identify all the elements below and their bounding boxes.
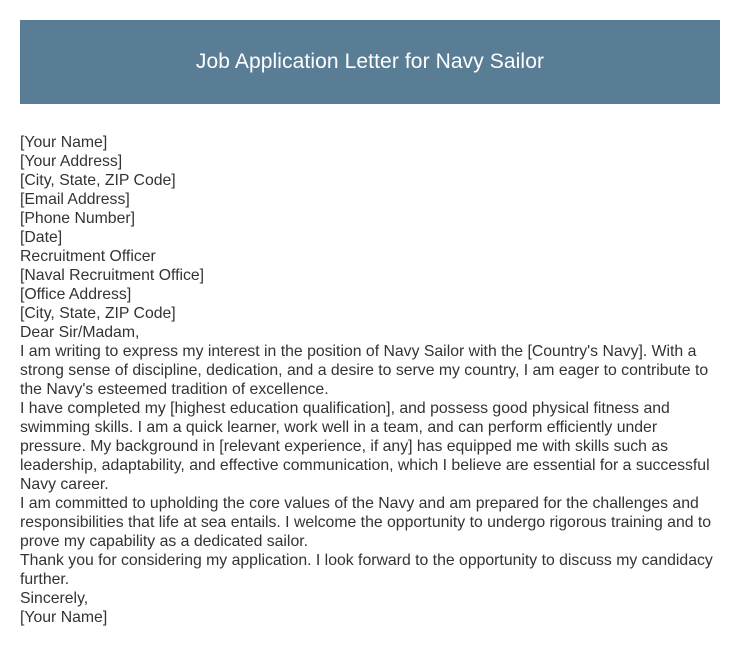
title-banner	[20, 20, 720, 104]
paragraph-interest: I am writing to express my interest in the position of Navy Sailor with the [Country's Navy]. With a strong sense of discipline, dedication, and a desire to serve my country, I am eager to contribute to the Navy's esteemed tradition of excellence.	[20, 343, 709, 398]
paragraph-qualifications: I have completed my [highest education qualification], and possess good physical fitness and swimming skills. I am a quick learner, work well in a team, and can perform efficiently under pressure. My background in [relevant experience, if any] has equipped me with skills such as leadership, adaptability, and effective communication, which I believe are essential for a successful Navy career.	[20, 400, 710, 493]
recipient-title: Recruitment Officer	[20, 248, 156, 265]
paragraph-thanks: Thank you for considering my application. I look forward to the opportunity to discuss my candidacy further.	[20, 552, 713, 588]
letter-body	[20, 133, 724, 627]
page-title: Job Application Letter for Navy Sailor	[195, 50, 545, 73]
signature: [Your Name]	[20, 609, 108, 626]
letter-date: [Date]	[20, 229, 63, 246]
closing: Sincerely,	[20, 590, 89, 607]
sender-name: [Your Name]	[20, 134, 108, 151]
sender-city-state-zip: [City, State, ZIP Code]	[20, 172, 176, 189]
recipient-office: [Naval Recruitment Office]	[20, 267, 205, 284]
sender-address: [Your Address]	[20, 153, 123, 170]
paragraph-commitment: I am committed to upholding the core values of the Navy and am prepared for the challenges and responsibilities that life at sea entails. I welcome the opportunity to undergo rigorous training and to prove my capability as a dedicated sailor.	[20, 495, 712, 550]
salutation: Dear Sir/Madam,	[20, 324, 140, 341]
sender-phone: [Phone Number]	[20, 210, 136, 227]
sender-email: [Email Address]	[20, 191, 130, 208]
recipient-address: [Office Address]	[20, 286, 132, 303]
recipient-city-state-zip: [City, State, ZIP Code]	[20, 305, 176, 322]
